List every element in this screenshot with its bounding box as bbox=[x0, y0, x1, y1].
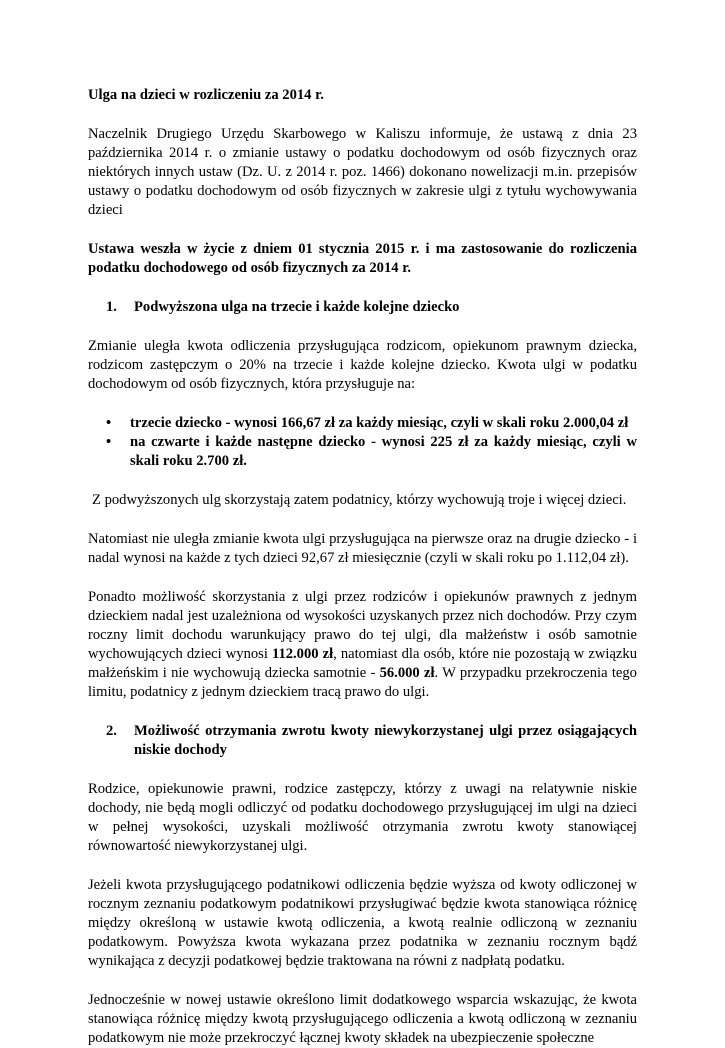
section-1-paragraph-1: Zmianie uległa kwota odliczenia przysługująca rodzicom, opiekunom prawnym dziecka, rodzicom zastępczym o 20% na trzecie i każde kolejne dziecko. Kwota ulgi w podatku dochodowym od osób fizycznych, która przysługuje na: bbox=[88, 338, 637, 392]
section-1-paragraph-3: Natomiast nie uległa zmianie kwota ulgi przysługująca na pierwsze oraz na drugie dziecko - i nadal wynosi na każde z tych dzieci 92,67 zł miesięcznie (czyli w skali roku po 1.112,04 zł). bbox=[88, 531, 637, 566]
document-title: Ulga na dzieci w rozliczeniu za 2014 r. bbox=[88, 87, 324, 103]
section-1-heading bbox=[88, 298, 637, 317]
bullet-icon: • bbox=[106, 415, 112, 431]
paragraph-text: Ponadto możliwość skorzystania z ulgi przez rodziców i opiekunów prawnych z jednym dzieckiem nadal jest uzależniona od wysokości uzyskanych przez nich dochodów. Przy czym roczny limit dochodu warunkujący prawo do tej ulgi, dla małżeństw i osób samotnie wychowujących dzieci wynosi bbox=[88, 589, 637, 662]
bullet-item bbox=[88, 433, 637, 471]
section-1-title: Podwyższona ulga na trzecie i każde kolejne dziecko bbox=[134, 299, 460, 315]
section-1-paragraph-4 bbox=[88, 588, 637, 702]
paragraph-text: , natomiast dla osób, które nie pozostają w związku małżeńskim i nie wychowują dziecka samotnie - bbox=[88, 646, 637, 681]
bullet-icon: • bbox=[106, 434, 112, 450]
bullet-text: trzecie dziecko - wynosi 166,67 zł za każdy miesiąc, czyli w skali roku 2.000,04 zł bbox=[130, 415, 629, 431]
section-1-bullet-list bbox=[88, 414, 637, 471]
section-2-paragraph-3: Jednocześnie w nowej ustawie określono limit dodatkowego wsparcia wskazując, że kwota stanowiąca różnicę między kwotą przysługującego odliczenia a kwotą odliczoną w zeznaniu podatkowym nie może przekroczyć łącznej kwoty składek na ubezpieczenie społeczne bbox=[88, 992, 637, 1046]
paragraph-text: . W przypadku przekroczenia tego limitu, podatnicy z jednym dzieckiem tracą prawo do ulgi. bbox=[88, 665, 637, 700]
bullet-item bbox=[88, 414, 637, 433]
section-2-number: 2. bbox=[106, 723, 117, 739]
income-limit-amount: 112.000 zł bbox=[271, 646, 334, 662]
section-2-paragraph-2: Jeżeli kwota przysługującego podatnikowi odliczenia będzie wyższa od kwoty odliczonej w rocznym zeznaniu podatkowym podatnikowi przysługiwać będzie kwota stanowiąca różnicę między określoną w ustawie kwotą odliczenia, a kwotą realnie odliczoną w zeznaniu podatkowym. Powyższa kwota wykazana przez podatnika w zeznaniu rocznym bądź wynikająca z decyzji podatkowej będzie traktowana na równi z nadpłatą podatku. bbox=[88, 877, 637, 969]
bullet-text: na czwarte i każde następne dziecko - wynosi 225 zł za każdy miesiąc, czyli w skali roku 2.700 zł. bbox=[130, 434, 637, 469]
effective-notice: Ustawa weszła w życie z dniem 01 stycznia 2015 r. i ma zastosowanie do rozliczenia podatku dochodowego od osób fizycznych za 2014 r. bbox=[88, 241, 637, 276]
section-2-title: Możliwość otrzymania zwrotu kwoty niewykorzystanej ulgi przez osiągających niskie dochody bbox=[134, 723, 637, 758]
income-limit-amount: 56.000 zł bbox=[379, 665, 435, 681]
section-2-paragraph-1: Rodzice, opiekunowie prawni, rodzice zastępczy, którzy z uwagi na relatywnie niskie dochody, nie będą mogli odliczyć od podatku dochodowego przysługującej im ulgi na dzieci w pełnej wysokości, uzyskali możliwość otrzymania zwrotu kwoty stanowiącej równowartość niewykorzystanej ulgi. bbox=[88, 781, 637, 854]
section-2-heading bbox=[88, 722, 637, 760]
section-1-paragraph-2: Z podwyższonych ulg skorzystają zatem podatnicy, którzy wychowują troje i więcej dzieci. bbox=[92, 492, 627, 508]
section-1-number: 1. bbox=[106, 299, 117, 315]
intro-paragraph: Naczelnik Drugiego Urzędu Skarbowego w Kaliszu informuje, że ustawą z dnia 23 października 2014 r. o zmianie ustawy o podatku dochodowym od osób fizycznych oraz niektórych innych ustaw (Dz. U. z 2014 r. poz. 1466) dokonano nowelizacji m.in. przepisów ustawy o podatku dochodowym od osób fizycznych w zakresie ulgi z tytułu wychowywania dzieci bbox=[88, 126, 637, 218]
